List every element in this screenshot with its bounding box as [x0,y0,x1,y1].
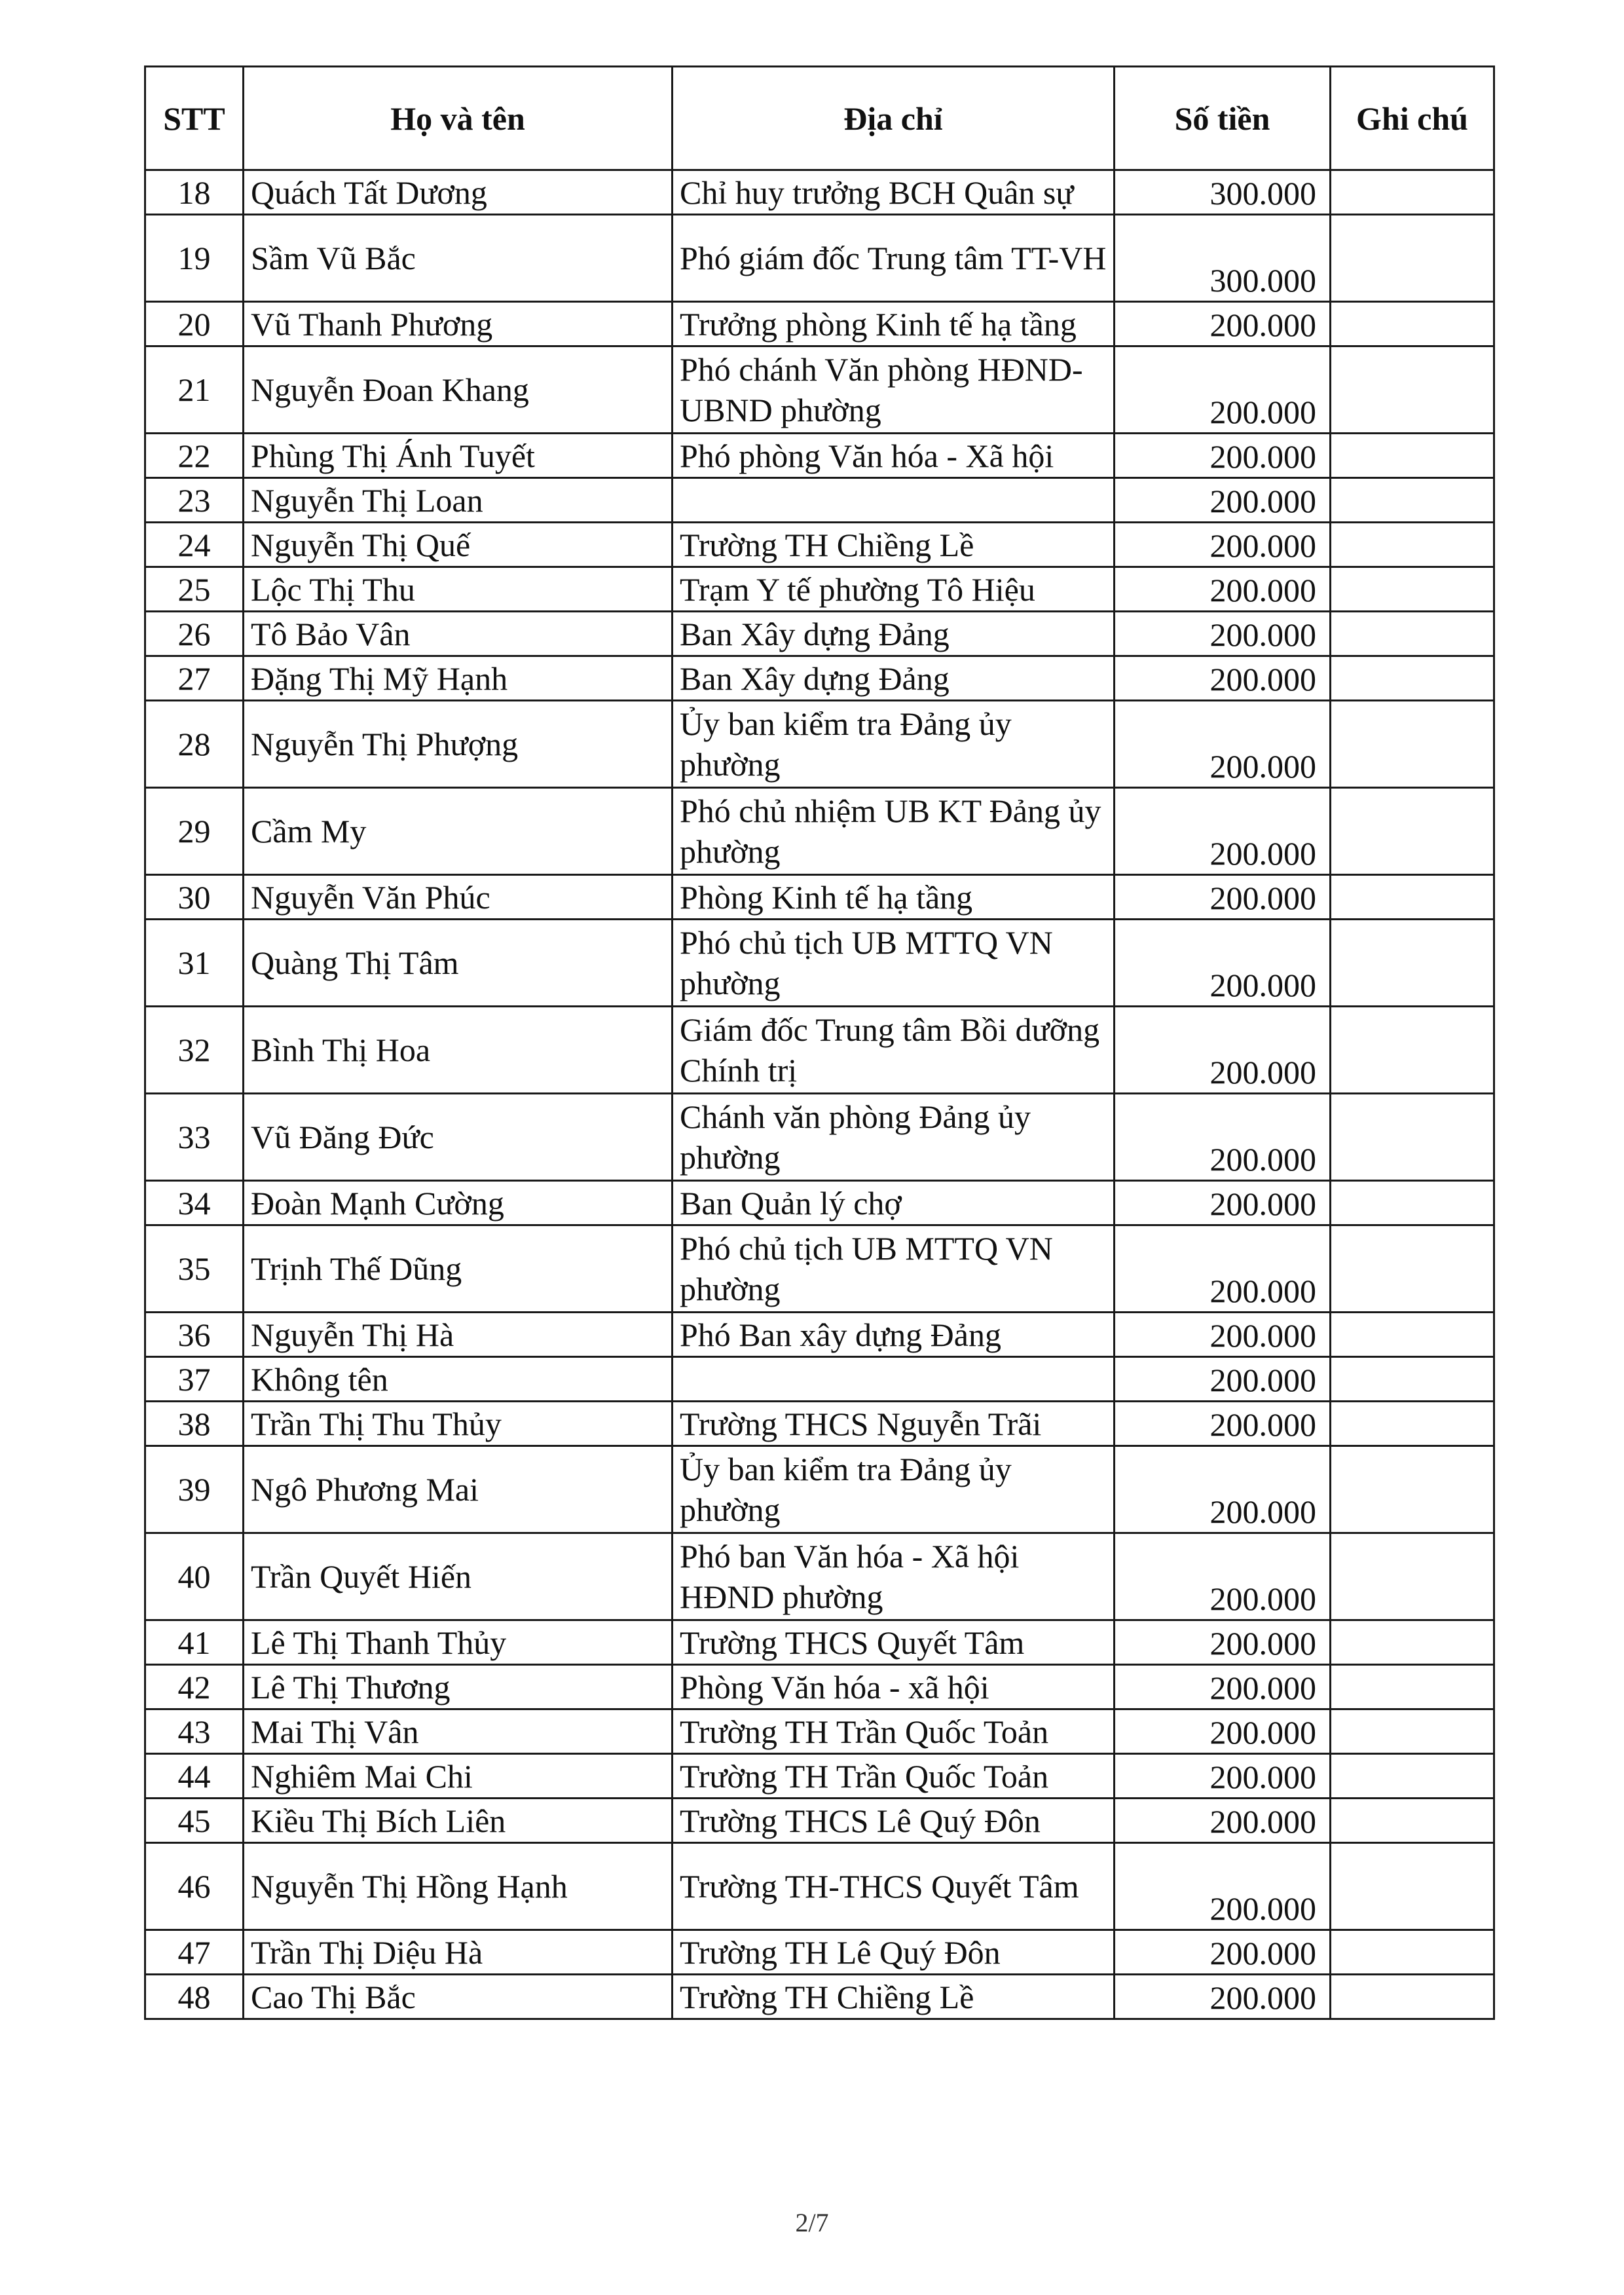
cell-address: Phó ban Văn hóa - Xã hội HĐND phường [673,1533,1115,1620]
cell-address: Phó chánh Văn phòng HĐND-UBND phường [673,346,1115,434]
header-address: Địa chỉ [673,67,1115,170]
cell-note [1331,1665,1494,1709]
cell-name: Vũ Thanh Phương [244,302,673,346]
table-row [145,1007,1494,1094]
cell-note [1331,612,1494,656]
cell-name: Tô Bảo Vân [244,612,673,656]
cell-stt: 30 [145,875,244,920]
cell-amount: 200.000 [1115,567,1331,612]
cell-name: Cao Thị Bắc [244,1975,673,2019]
cell-note [1331,1225,1494,1313]
cell-stt: 18 [145,170,244,215]
cell-amount: 200.000 [1115,1843,1331,1930]
cell-address: Ban Xây dựng Đảng [673,656,1115,701]
table-row [145,170,1494,215]
cell-stt: 21 [145,346,244,434]
cell-stt: 34 [145,1181,244,1225]
cell-stt: 22 [145,434,244,478]
cell-amount: 200.000 [1115,1620,1331,1665]
cell-name: Nghiêm Mai Chi [244,1754,673,1799]
cell-note [1331,788,1494,875]
cell-name: Quách Tất Dương [244,170,673,215]
cell-name: Trần Thị Thu Thủy [244,1402,673,1446]
cell-address: Phó Ban xây dựng Đảng [673,1313,1115,1357]
cell-address: Chỉ huy trưởng BCH Quân sự [673,170,1115,215]
cell-amount: 200.000 [1115,1665,1331,1709]
table-row [145,1094,1494,1181]
cell-address: Trường TH Trần Quốc Toản [673,1754,1115,1799]
cell-note [1331,170,1494,215]
cell-address: Phó giám đốc Trung tâm TT-VH [673,215,1115,302]
cell-note [1331,656,1494,701]
cell-name: Nguyễn Văn Phúc [244,875,673,920]
table-row [145,1843,1494,1930]
cell-name: Nguyễn Thị Phượng [244,701,673,788]
cell-amount: 200.000 [1115,1930,1331,1975]
cell-stt: 35 [145,1225,244,1313]
cell-address: Trường TH Trần Quốc Toản [673,1709,1115,1754]
cell-name: Trần Thị Diệu Hà [244,1930,673,1975]
cell-note [1331,523,1494,567]
cell-name: Sầm Vũ Bắc [244,215,673,302]
cell-stt: 42 [145,1665,244,1709]
cell-stt: 33 [145,1094,244,1181]
table-row [145,1446,1494,1533]
table-row [145,523,1494,567]
cell-stt: 36 [145,1313,244,1357]
table-row [145,1754,1494,1799]
cell-stt: 38 [145,1402,244,1446]
cell-name: Lê Thị Thương [244,1665,673,1709]
header-note: Ghi chú [1331,67,1494,170]
cell-note [1331,1533,1494,1620]
cell-note [1331,1313,1494,1357]
cell-address [673,478,1115,523]
cell-note [1331,1181,1494,1225]
table-row [145,788,1494,875]
table-row [145,1402,1494,1446]
table-row [145,434,1494,478]
table-row [145,701,1494,788]
cell-stt: 19 [145,215,244,302]
cell-amount: 200.000 [1115,1313,1331,1357]
cell-name: Mai Thị Vân [244,1709,673,1754]
cell-note [1331,1843,1494,1930]
cell-amount: 200.000 [1115,1709,1331,1754]
cell-note [1331,1799,1494,1843]
cell-stt: 28 [145,701,244,788]
table-row [145,875,1494,920]
cell-note [1331,1975,1494,2019]
cell-amount: 200.000 [1115,1799,1331,1843]
cell-name: Trần Quyết Hiến [244,1533,673,1620]
cell-address: Phó chủ nhiệm UB KT Đảng ủy phường [673,788,1115,875]
cell-amount: 200.000 [1115,346,1331,434]
cell-name: Đoàn Mạnh Cường [244,1181,673,1225]
cell-stt: 45 [145,1799,244,1843]
table-body [145,170,1494,2019]
cell-note [1331,567,1494,612]
cell-name: Cầm My [244,788,673,875]
cell-name: Lộc Thị Thu [244,567,673,612]
cell-amount: 200.000 [1115,434,1331,478]
cell-name: Nguyễn Đoan Khang [244,346,673,434]
cell-stt: 39 [145,1446,244,1533]
header-name: Họ và tên [244,67,673,170]
cell-amount: 200.000 [1115,1357,1331,1402]
table-row [145,1225,1494,1313]
cell-note [1331,701,1494,788]
cell-amount: 200.000 [1115,1181,1331,1225]
cell-name: Ngô Phương Mai [244,1446,673,1533]
cell-amount: 300.000 [1115,215,1331,302]
table-row [145,1799,1494,1843]
cell-amount: 200.000 [1115,1754,1331,1799]
cell-address [673,1357,1115,1402]
cell-note [1331,302,1494,346]
cell-note [1331,434,1494,478]
table-row [145,612,1494,656]
cell-address: Trường THCS Lê Quý Đôn [673,1799,1115,1843]
table-row [145,1533,1494,1620]
cell-stt: 25 [145,567,244,612]
cell-amount: 200.000 [1115,523,1331,567]
cell-address: Trường TH Chiềng Lề [673,523,1115,567]
table-row [145,346,1494,434]
cell-amount: 200.000 [1115,920,1331,1007]
cell-stt: 29 [145,788,244,875]
cell-note [1331,346,1494,434]
cell-stt: 48 [145,1975,244,2019]
cell-address: Ủy ban kiểm tra Đảng ủy phường [673,701,1115,788]
cell-amount: 200.000 [1115,1007,1331,1094]
cell-stt: 27 [145,656,244,701]
cell-name: Bình Thị Hoa [244,1007,673,1094]
table-row [145,302,1494,346]
cell-stt: 26 [145,612,244,656]
cell-note [1331,1754,1494,1799]
cell-address: Chánh văn phòng Đảng ủy phường [673,1094,1115,1181]
cell-name: Phùng Thị Ánh Tuyết [244,434,673,478]
cell-amount: 300.000 [1115,170,1331,215]
cell-note [1331,215,1494,302]
cell-name: Nguyễn Thị Hà [244,1313,673,1357]
document-page [144,65,1493,2020]
cell-amount: 200.000 [1115,1446,1331,1533]
cell-address: Giám đốc Trung tâm Bồi dưỡng Chính trị [673,1007,1115,1094]
cell-stt: 20 [145,302,244,346]
cell-note [1331,1094,1494,1181]
table-row [145,567,1494,612]
table-row [145,1313,1494,1357]
cell-amount: 200.000 [1115,875,1331,920]
table-row [145,478,1494,523]
cell-stt: 23 [145,478,244,523]
cell-amount: 200.000 [1115,1533,1331,1620]
cell-stt: 43 [145,1709,244,1754]
cell-amount: 200.000 [1115,1402,1331,1446]
table-row [145,656,1494,701]
cell-note [1331,875,1494,920]
table-header-row [145,67,1494,170]
cell-name: Quàng Thị Tâm [244,920,673,1007]
cell-amount: 200.000 [1115,1975,1331,2019]
cell-note [1331,1709,1494,1754]
cell-amount: 200.000 [1115,701,1331,788]
cell-stt: 24 [145,523,244,567]
cell-address: Trường THCS Nguyễn Trãi [673,1402,1115,1446]
cell-address: Ủy ban kiểm tra Đảng ủy phường [673,1446,1115,1533]
cell-amount: 200.000 [1115,1094,1331,1181]
cell-note [1331,1930,1494,1975]
cell-stt: 32 [145,1007,244,1094]
cell-stt: 47 [145,1930,244,1975]
cell-stt: 41 [145,1620,244,1665]
cell-note [1331,478,1494,523]
cell-name: Không tên [244,1357,673,1402]
cell-note [1331,920,1494,1007]
cell-name: Nguyễn Thị Loan [244,478,673,523]
cell-name: Lê Thị Thanh Thủy [244,1620,673,1665]
cell-address: Trường THCS Quyết Tâm [673,1620,1115,1665]
cell-name: Nguyễn Thị Quế [244,523,673,567]
cell-address: Phó phòng Văn hóa - Xã hội [673,434,1115,478]
cell-address: Trường TH-THCS Quyết Tâm [673,1843,1115,1930]
table-row [145,920,1494,1007]
cell-note [1331,1007,1494,1094]
table-row [145,1181,1494,1225]
page-number: 2/7 [795,2208,829,2237]
cell-address: Trường TH Lê Quý Đôn [673,1930,1115,1975]
cell-note [1331,1357,1494,1402]
header-amount: Số tiền [1115,67,1331,170]
cell-amount: 200.000 [1115,656,1331,701]
cell-note [1331,1402,1494,1446]
cell-stt: 44 [145,1754,244,1799]
table-row [145,1930,1494,1975]
donation-table [144,65,1495,2020]
table-row [145,1665,1494,1709]
cell-name: Nguyễn Thị Hồng Hạnh [244,1843,673,1930]
table-row [145,215,1494,302]
cell-address: Ban Xây dựng Đảng [673,612,1115,656]
cell-stt: 46 [145,1843,244,1930]
cell-note [1331,1620,1494,1665]
table-row [145,1709,1494,1754]
cell-amount: 200.000 [1115,612,1331,656]
cell-address: Phòng Văn hóa - xã hội [673,1665,1115,1709]
cell-address: Phó chủ tịch UB MTTQ VN phường [673,920,1115,1007]
cell-address: Ban Quản lý chợ [673,1181,1115,1225]
cell-name: Vũ Đăng Đức [244,1094,673,1181]
cell-note [1331,1446,1494,1533]
cell-stt: 31 [145,920,244,1007]
cell-address: Phó chủ tịch UB MTTQ VN phường [673,1225,1115,1313]
cell-name: Đặng Thị Mỹ Hạnh [244,656,673,701]
table-row [145,1357,1494,1402]
cell-stt: 40 [145,1533,244,1620]
header-stt: STT [145,67,244,170]
table-row [145,1620,1494,1665]
cell-address: Phòng Kinh tế hạ tầng [673,875,1115,920]
cell-stt: 37 [145,1357,244,1402]
cell-amount: 200.000 [1115,302,1331,346]
cell-amount: 200.000 [1115,478,1331,523]
cell-address: Trạm Y tế phường Tô Hiệu [673,567,1115,612]
cell-amount: 200.000 [1115,1225,1331,1313]
table-row [145,1975,1494,2019]
cell-address: Trường TH Chiềng Lề [673,1975,1115,2019]
cell-name: Kiều Thị Bích Liên [244,1799,673,1843]
cell-name: Trịnh Thế Dũng [244,1225,673,1313]
cell-amount: 200.000 [1115,788,1331,875]
cell-address: Trưởng phòng Kinh tế hạ tầng [673,302,1115,346]
